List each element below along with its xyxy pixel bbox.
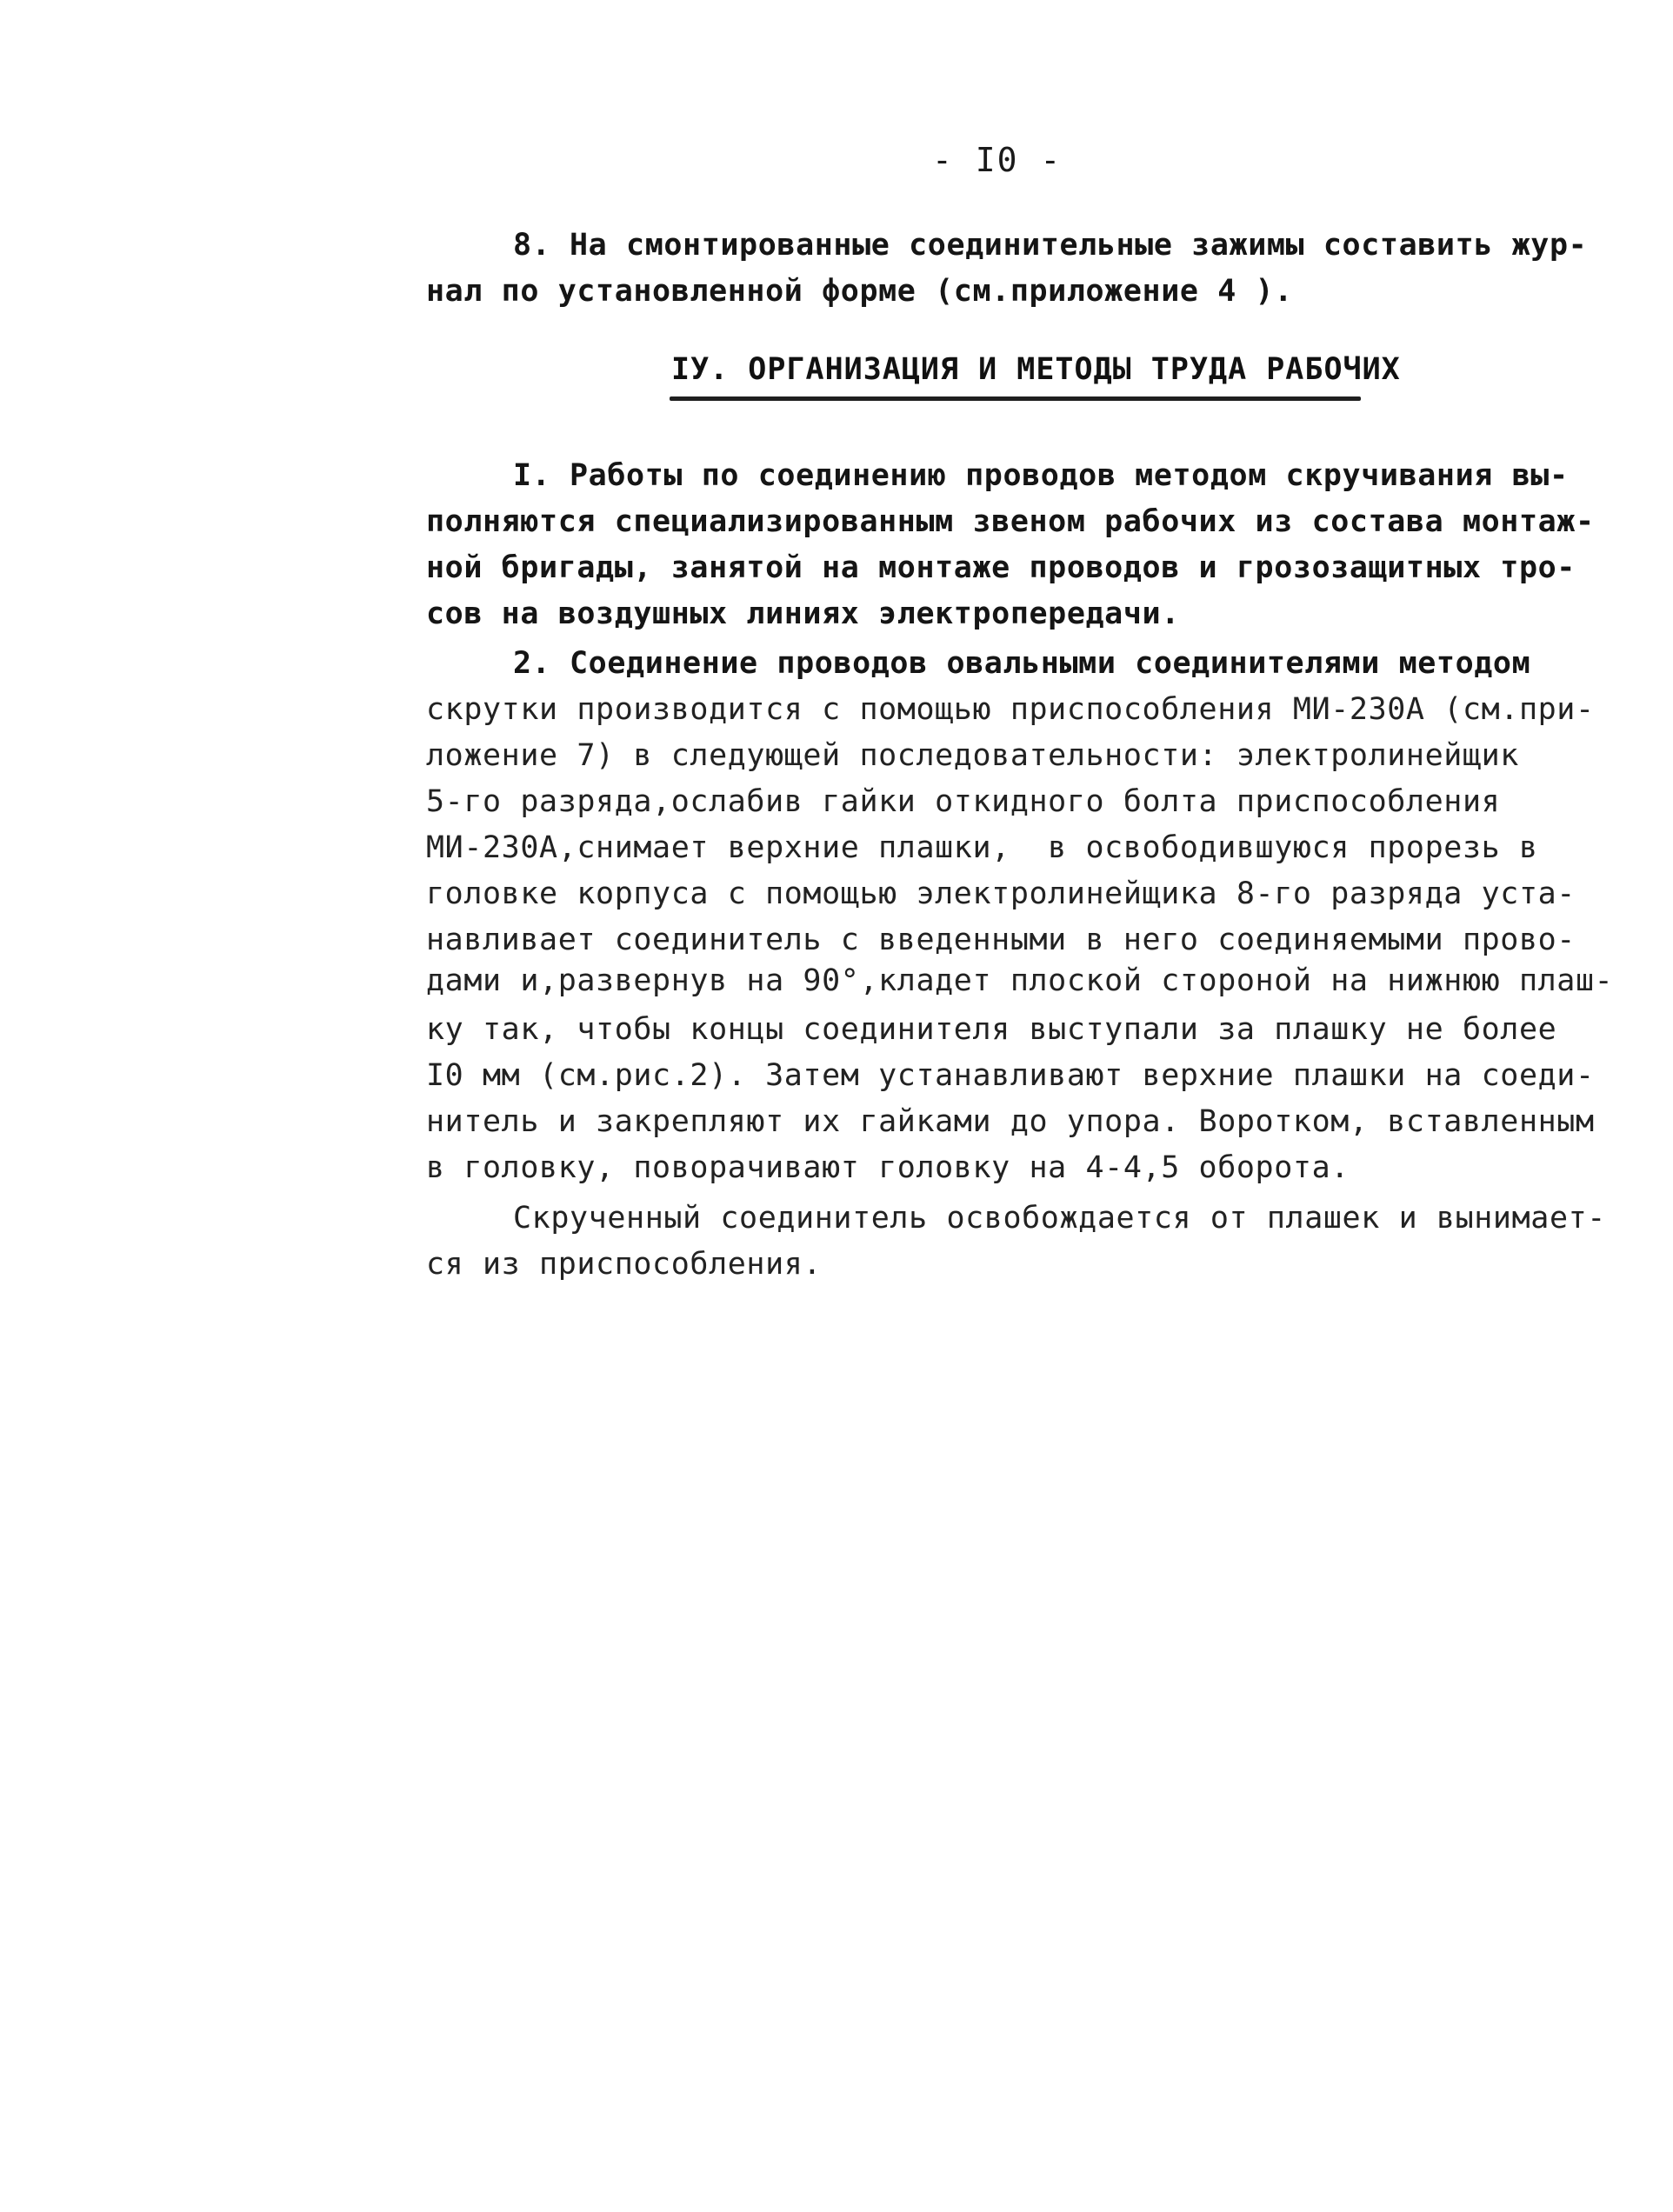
para2-line-7: навливает соединитель с введенными в него соединяемыми прово- <box>426 923 1576 957</box>
heading-underline <box>670 396 1361 401</box>
para2-line-8: дами и,развернув на 90°,кладет плоской стороной на нижнюю плаш- <box>426 963 1614 998</box>
para2-line-9: ку так, чтобы концы соединителя выступали за плашку не более <box>426 1012 1557 1047</box>
para1-line-3: ной бригады, занятой на монтаже проводов и грозозащитных тро- <box>426 550 1576 585</box>
para2-line-6: головке корпуса с помощью электролинейщика 8-го разряда уста- <box>426 876 1576 911</box>
para1-line-4: сов на воздушных линиях электропередачи. <box>426 596 1180 631</box>
item8-line-2: нал по установленной форме (см.приложение 4 ). <box>426 274 1293 309</box>
para2-line-2: скрутки производится с помощью приспособления МИ-230А (см.при- <box>426 692 1595 727</box>
para3-line-2: ся из приспособления. <box>426 1247 823 1282</box>
page-number: - I0 - <box>932 141 1063 179</box>
para2-line-3: ложение 7) в следующей последовательности: электролинейщик <box>426 738 1519 773</box>
item8-line-1: 8. На смонтированные соединительные зажимы составить жур- <box>513 228 1588 263</box>
para2-line-12: в головку, поворачивают головку на 4-4,5 оборота. <box>426 1150 1350 1185</box>
para3-line-1: Скрученный соединитель освобождается от плашек и вынимает- <box>513 1201 1606 1236</box>
para2-line-11: нитель и закрепляют их гайками до упора. Воротком, вставленным <box>426 1104 1595 1139</box>
para2-line-1: 2. Соединение проводов овальными соединителями методом <box>513 646 1531 681</box>
para2-line-4: 5-го разряда,ослабив гайки откидного болта приспособления <box>426 784 1501 819</box>
para1-line-1: I. Работы по соединению проводов методом скручивания вы- <box>513 458 1569 493</box>
para2-line-10: I0 мм (см.рис.2). Затем устанавливают верхние плашки на соеди- <box>426 1058 1595 1093</box>
section-heading: IУ. ОРГАНИЗАЦИЯ И МЕТОДЫ ТРУДА РАБОЧИХ <box>671 352 1401 387</box>
para1-line-2: полняются специализированным звеном рабочих из состава монтаж- <box>426 504 1595 539</box>
para2-line-5: МИ-230А,снимает верхние плашки, в освободившуюся прорезь в <box>426 830 1538 865</box>
